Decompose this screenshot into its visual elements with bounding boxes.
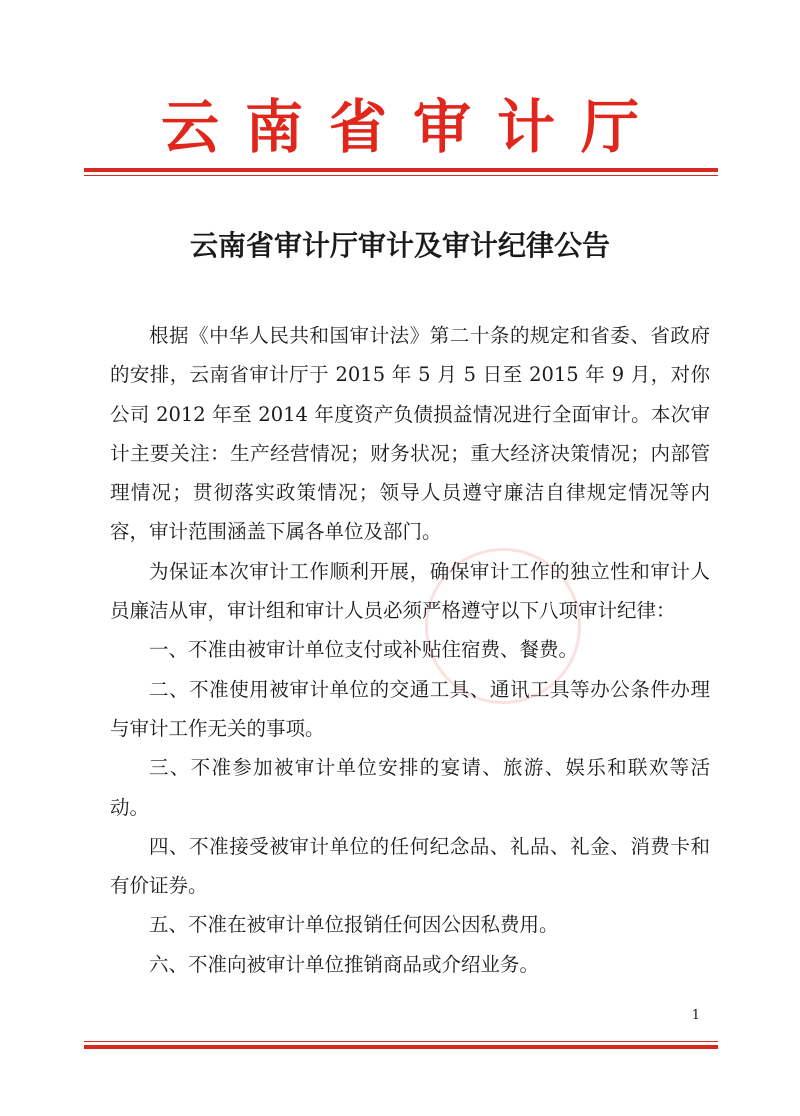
paragraph-discipline-intro: 为保证本次审计工作顺利开展，确保审计工作的独立性和审计人员廉洁从审，审计组和审计人员必须严格遵守以下八项审计纪律：	[110, 559, 710, 623]
rule-item-2: 二、不准使用被审计单位的交通工具、通讯工具等办公条件办理与审计工作无关的事项。	[110, 677, 710, 740]
letterhead-red-rule-thin	[84, 175, 718, 176]
rule-item-5: 五、不准在被审计单位报销任何因公因私费用。	[149, 913, 559, 937]
letterhead-red-rule-thick	[84, 168, 718, 172]
page-number: 1	[691, 1008, 700, 1023]
rule-item-4: 四、不准接受被审计单位的任何纪念品、礼品、礼金、消费卡和有价证券。	[110, 834, 710, 898]
document-body	[110, 316, 710, 984]
footer-red-rule-thin	[84, 1041, 718, 1042]
rule-item-3: 三、不准参加被审计单位安排的宴请、旅游、娱乐和联欢等活动。	[110, 756, 710, 819]
rule-item-6: 六、不准向被审计单位推销商品或介绍业务。	[149, 952, 540, 976]
rule-item-1: 一、不准由被审计单位支付或补贴住宿费、餐费。	[149, 638, 579, 662]
letterhead-org-name: 云南省审计厅	[160, 93, 665, 161]
paragraph-intro: 根据《中华人民共和国审计法》第二十条的规定和省委、省政府的安排，云南省审计厅于 2015 年 5 月 5 日至 2015 年 9 月，对你公司 2012 年至 2014 年度资产负债损益情况进行全面审计。本次审计主要关注：生产经营情况；财务状况；重大经济决策情况；内部管理情况；贯彻落实政策情况；领导人员遵守廉洁自律规定情况等内容，审计范围涵盖下属各单位及部门。	[110, 324, 710, 544]
document-title: 云南省审计厅审计及审计纪律公告	[189, 229, 610, 262]
footer-red-rule-thick	[84, 1045, 718, 1049]
